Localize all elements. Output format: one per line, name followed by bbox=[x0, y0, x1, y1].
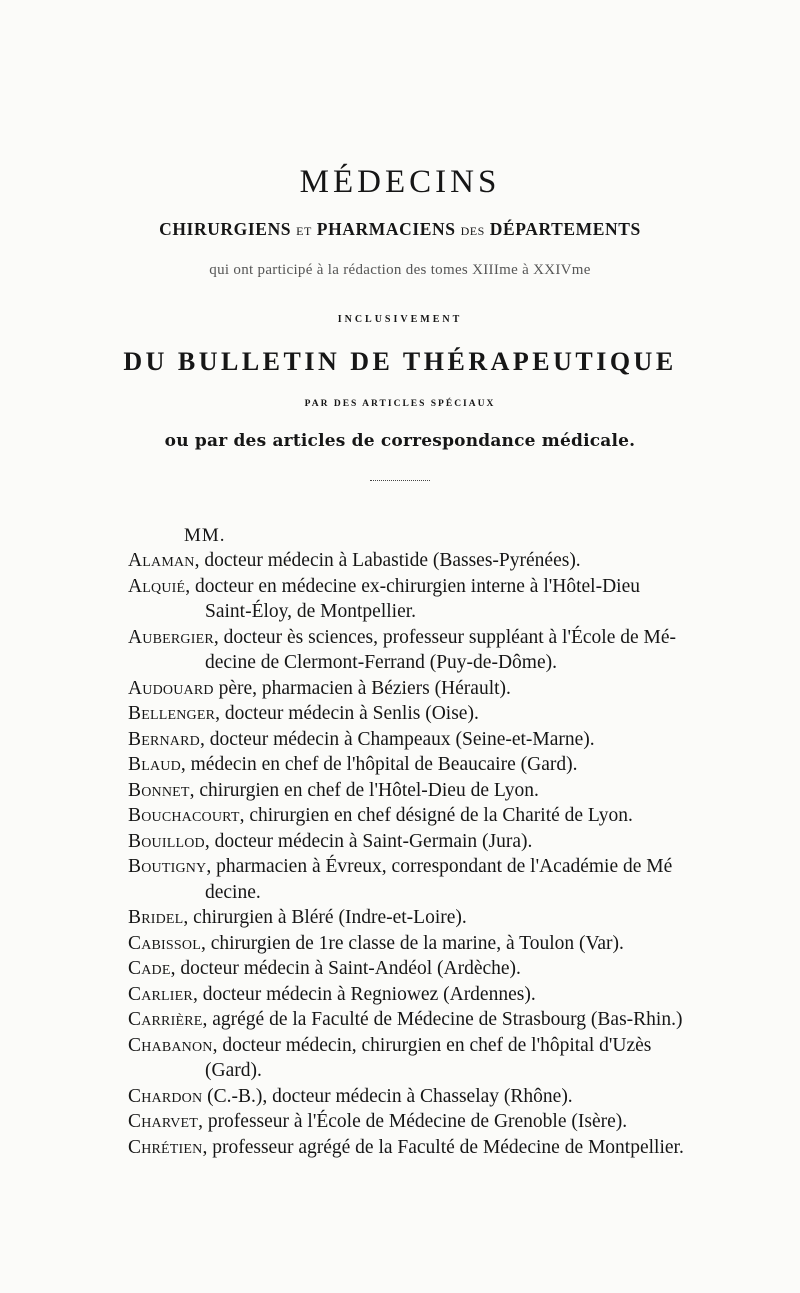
list-item bbox=[128, 803, 688, 829]
subtitle-part: CHIRURGIENS bbox=[159, 219, 292, 239]
list-item bbox=[128, 625, 688, 651]
list-item bbox=[128, 1109, 688, 1135]
entry-name: Bellenger bbox=[128, 703, 216, 724]
entry-text: , professeur à l'École de Médecine de Grenoble (Isère). bbox=[198, 1111, 628, 1132]
entry-text: , docteur en médecine ex-chirurgien interne à l'Hôtel-Dieu bbox=[185, 575, 640, 597]
entry-text: , docteur médecin à Senlis (Oise). bbox=[215, 703, 479, 724]
list-item bbox=[128, 829, 688, 855]
entry-text: , chirurgien à Bléré (Indre-et-Loire). bbox=[183, 907, 467, 928]
entry-name: Bridel bbox=[128, 907, 184, 928]
list-item bbox=[128, 778, 688, 804]
subtitle-part: DES bbox=[460, 224, 485, 238]
entry-text: , docteur médecin à Saint-Andéol (Ardèche). bbox=[170, 958, 521, 979]
entry-name: Boutigny bbox=[128, 856, 207, 877]
entry-continuation: decine de Clermont-Ferrand (Puy-de-Dôme). bbox=[205, 652, 557, 673]
list-item bbox=[128, 931, 688, 957]
subtitle-part: PHARMACIENS bbox=[316, 219, 456, 239]
entry-text: , chirurgien de 1re classe de la marine, à Toulon (Var). bbox=[200, 932, 624, 954]
entry-text: , professeur agrégé de la Faculté de Médecine de Montpellier. bbox=[202, 1136, 684, 1158]
entry-name: Bouillod bbox=[128, 830, 205, 852]
entry-text: , docteur médecin à Champeaux (Seine-et-Marne). bbox=[199, 728, 595, 750]
list-item bbox=[128, 752, 688, 778]
entry-name: Alaman bbox=[128, 550, 195, 571]
entry-text: père, pharmacien à Béziers (Hérault). bbox=[213, 677, 511, 699]
entry-name: Audouard bbox=[128, 677, 214, 699]
special-articles-line: PAR DES ARTICLES SPÉCIAUX bbox=[304, 399, 496, 409]
entry-text: , agrégé de la Faculté de Médecine de Strasbourg (Bas-Rhin.) bbox=[202, 1009, 683, 1030]
entry-name: Chabanon bbox=[128, 1034, 213, 1056]
page-title: MÉDECINS bbox=[299, 164, 501, 200]
entry-name: Chardon bbox=[128, 1085, 203, 1107]
entry-name: Chrétien bbox=[128, 1136, 203, 1158]
entry-name: Charvet bbox=[128, 1111, 199, 1132]
entry-name: Bouchacourt bbox=[128, 805, 240, 826]
entry-continuation: decine. bbox=[205, 881, 261, 903]
bulletin-title: DU BULLETIN DE THÉRAPEUTIQUE bbox=[123, 347, 677, 376]
list-item bbox=[128, 982, 688, 1008]
entry-text: , chirurgien en chef désigné de la Charité de Lyon. bbox=[239, 805, 633, 826]
entry-text: , docteur médecin à Labastide (Basses-Pyrénées). bbox=[194, 550, 581, 571]
entry-name: Bernard bbox=[128, 728, 200, 750]
entry-name: Carrière bbox=[128, 1009, 203, 1030]
entry-name: Cabissol bbox=[128, 932, 201, 954]
entry-name: Blaud bbox=[128, 754, 181, 775]
list-item bbox=[128, 854, 688, 880]
divider-rule bbox=[370, 480, 430, 481]
subtitle-part: DÉPARTEMENTS bbox=[489, 219, 641, 239]
entry-continuation: (Gard). bbox=[205, 1060, 262, 1081]
list-item bbox=[128, 548, 688, 574]
list-item bbox=[128, 727, 688, 753]
inclusively-line: INCLUSIVEMENT bbox=[337, 314, 463, 325]
entry-text: , docteur médecin à Regniowez (Ardennes). bbox=[192, 983, 536, 1005]
entry-name: Aubergier bbox=[128, 626, 214, 648]
entry-text: , chirurgien en chef de l'Hôtel-Dieu de Lyon. bbox=[189, 779, 539, 801]
correspondence-line: ou par des articles de correspondance médicale. bbox=[164, 431, 636, 451]
entry-text: , docteur ès sciences, professeur suppléant à l'École de Mé- bbox=[213, 626, 677, 648]
list-item bbox=[128, 1007, 688, 1033]
list-item bbox=[128, 1135, 688, 1161]
entry-name: Bonnet bbox=[128, 779, 190, 801]
subtitle bbox=[0, 219, 800, 240]
list-item bbox=[128, 1084, 688, 1110]
mm-label: MM. bbox=[184, 525, 226, 546]
entry-text: (C.-B.), docteur médecin à Chasselay (Rhône). bbox=[202, 1085, 573, 1107]
entry-continuation: Saint-Éloy, de Montpellier. bbox=[205, 601, 417, 622]
entry-name: Cade bbox=[128, 958, 171, 979]
entry-text: , pharmacien à Évreux, correspondant de l'Académie de Mé bbox=[206, 856, 673, 877]
entry-text: , docteur médecin, chirurgien en chef de l'hôpital d'Uzès bbox=[212, 1034, 652, 1056]
entry-name: Carlier bbox=[128, 983, 193, 1005]
list-item bbox=[128, 676, 688, 702]
list-item bbox=[128, 905, 688, 931]
names-list bbox=[128, 548, 688, 1160]
list-item bbox=[128, 1033, 688, 1059]
entry-text: , docteur médecin à Saint-Germain (Jura). bbox=[204, 830, 533, 852]
participation-line: qui ont participé à la rédaction des tomes XIIIme à XXIVme bbox=[209, 262, 591, 278]
entry-name: Alquié bbox=[128, 575, 186, 597]
list-item bbox=[128, 574, 688, 600]
entry-text: , médecin en chef de l'hôpital de Beaucaire (Gard). bbox=[180, 754, 578, 775]
subtitle-part: ET bbox=[296, 224, 312, 238]
list-item bbox=[128, 701, 688, 727]
list-item bbox=[128, 956, 688, 982]
